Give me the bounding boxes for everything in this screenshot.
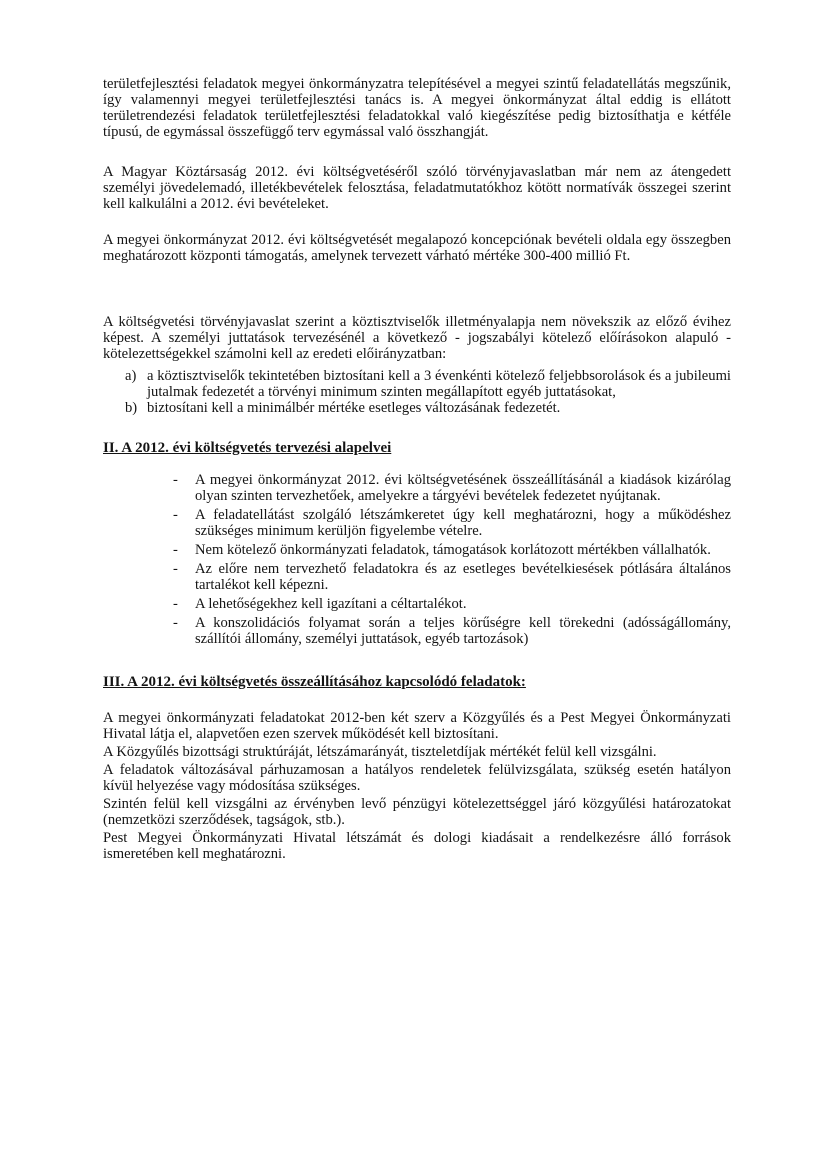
section-3-paragraph-4: Szintén felül kell vizsgálni az érvényben levő pénzügyi kötelezettséggel járó közgyűlési határozatokat (nemzetközi szerződések, tagságok, stb.). xyxy=(103,796,731,828)
list-marker: b) xyxy=(125,400,138,416)
list-item-text: A lehetőségekhez kell igazítani a céltartalékot. xyxy=(195,596,467,612)
dash-marker: - xyxy=(173,596,178,612)
list-item-text: a köztisztviselők tekintetében biztosítani kell a 3 évenkénti kötelező feljebbsorolások és a jubileumi jutalmak fedezetét a törvényi minimum szinten megállapított egyéb juttatásokat, xyxy=(147,368,731,400)
list-item-text: Nem kötelező önkormányzati feladatok, támogatások korlátozott mértékben vállalhatók. xyxy=(195,542,711,558)
dash-marker: - xyxy=(173,615,178,631)
list-item-text: A feladatellátást szolgáló létszámkeretet úgy kell meghatározni, hogy a működéshez szükséges minimum kerüljön figyelembe vételre. xyxy=(195,507,731,539)
list-item xyxy=(103,596,731,612)
section-3-heading: III. A 2012. évi költségvetés összeállításához kapcsolódó feladatok: xyxy=(103,674,526,690)
page-content xyxy=(103,76,731,864)
section-2-heading: II. A 2012. évi költségvetés tervezési alapelvei xyxy=(103,440,392,456)
list-item xyxy=(103,615,731,647)
section-3-paragraph-2: A Közgyűlés bizottsági struktúráját, létszámarányát, tiszteletdíjak mértékét felül kell vizsgálni. xyxy=(103,744,657,760)
section-3-paragraph-3: A feladatok változásával párhuzamosan a hatályos rendeletek felülvizsgálata, szükség esetén hatályon kívül helyezése vagy módosítása szükséges. xyxy=(103,762,731,794)
salary-obligations-list xyxy=(103,368,731,416)
dash-marker: - xyxy=(173,507,178,523)
list-item xyxy=(103,400,731,416)
section-3-paragraph-5: Pest Megyei Önkormányzati Hivatal létszámát és dologi kiadásait a rendelkezésre álló források ismeretében kell meghatározni. xyxy=(103,830,731,862)
dash-marker: - xyxy=(173,561,178,577)
dash-marker: - xyxy=(173,472,178,488)
intro-paragraph-4: A költségvetési törvényjavaslat szerint a köztisztviselők illetményalapja nem növekszik az előző évihez képest. A személyi juttatások tervezésénél a következő - jogszabályi kötelező előírásokon alapuló - kötelezettségekkel számolni kell az eredeti előirányzatban: xyxy=(103,314,731,362)
intro-paragraph-1: területfejlesztési feladatok megyei önkormányzatra telepítésével a megyei szintű feladatellátás megszűnik, így valamennyi megyei területfejlesztési tanács is. A megyei önkormányzat által eddig is ellátott területrendezési feladatok területfejlesztési feladatokkal való kiegészítése pedig biztosíthatja e kétféle típusú, de egymással összefüggő terv egymással való összhangját. xyxy=(103,76,731,140)
section-3-paragraph-1: A megyei önkormányzati feladatokat 2012-ben két szerv a Közgyűlés és a Pest Megyei Önkormányzati Hivatal látja el, alapvetően ezen szervek működését kell biztosítani. xyxy=(103,710,731,742)
list-item-text: A megyei önkormányzat 2012. évi költségvetésének összeállításánál a kiadások kizárólag olyan szinten tervezhetőek, amelyekre a tárgyévi bevételek fedezetet nyújtanak. xyxy=(195,472,731,504)
list-item-text: Az előre nem tervezhető feladatokra és az esetleges bevételkiesések pótlására általános tartalékot kell képezni. xyxy=(195,561,731,593)
list-item-text: A konszolidációs folyamat során a teljes körűségre kell törekedni (adósságállomány, szállítói állomány, személyi juttatások, egyéb tartozások) xyxy=(195,615,731,647)
intro-paragraph-2: A Magyar Köztársaság 2012. évi költségvetéséről szóló törvényjavaslatban már nem az átengedett személyi jövedelemadó, illetékbevételek felosztása, feladatmutatókhoz kötött normatívák összegei szerint kell kalkulálni a 2012. évi bevételeket. xyxy=(103,164,731,212)
intro-paragraph-3: A megyei önkormányzat 2012. évi költségvetését megalapozó koncepciónak bevételi oldala egy összegben meghatározott központi támogatás, amelynek tervezett várható mértéke 300-400 millió Ft. xyxy=(103,232,731,264)
list-item xyxy=(103,542,731,558)
section-3-body xyxy=(103,710,731,862)
list-item xyxy=(103,368,731,400)
list-item xyxy=(103,507,731,539)
list-item xyxy=(103,472,731,504)
list-marker: a) xyxy=(125,368,137,384)
dash-marker: - xyxy=(173,542,178,558)
list-item-text: biztosítani kell a minimálbér mértéke esetleges változásának fedezetét. xyxy=(147,400,561,416)
list-item xyxy=(103,561,731,593)
section-2-principles-list xyxy=(103,472,731,647)
